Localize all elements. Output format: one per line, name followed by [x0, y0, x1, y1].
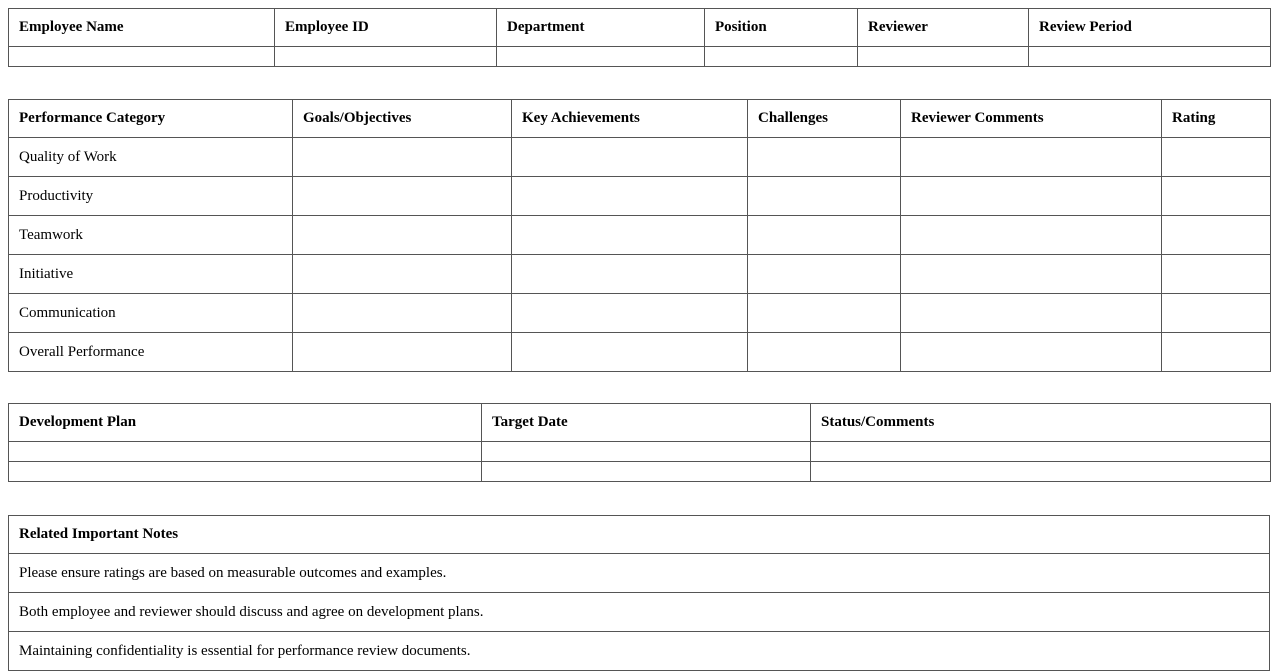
- development-plan-cell[interactable]: [9, 442, 482, 462]
- header-review-period: Review Period: [1029, 9, 1271, 47]
- notes-table: [8, 515, 1270, 671]
- reviewer-cell[interactable]: [858, 47, 1029, 67]
- category-label: Productivity: [9, 177, 293, 216]
- challenges-cell[interactable]: [748, 333, 901, 372]
- comments-cell[interactable]: [901, 333, 1162, 372]
- header-status-comments: Status/Comments: [811, 404, 1271, 442]
- table-row: [9, 442, 1271, 462]
- header-challenges: Challenges: [748, 100, 901, 138]
- achievements-cell[interactable]: [512, 255, 748, 294]
- achievements-cell[interactable]: [512, 177, 748, 216]
- rating-cell[interactable]: [1162, 333, 1271, 372]
- category-label: Teamwork: [9, 216, 293, 255]
- table-row: [9, 632, 1270, 671]
- header-rating: Rating: [1162, 100, 1271, 138]
- goals-cell[interactable]: [293, 255, 512, 294]
- challenges-cell[interactable]: [748, 255, 901, 294]
- note-text: Both employee and reviewer should discuss and agree on development plans.: [9, 593, 1270, 632]
- table-row: [9, 294, 1271, 333]
- table-row: [9, 47, 1271, 67]
- category-label: Quality of Work: [9, 138, 293, 177]
- target-date-cell[interactable]: [482, 442, 811, 462]
- table-header-row: [9, 404, 1271, 442]
- header-key-achievements: Key Achievements: [512, 100, 748, 138]
- table-row: [9, 554, 1270, 593]
- achievements-cell[interactable]: [512, 138, 748, 177]
- rating-cell[interactable]: [1162, 138, 1271, 177]
- category-label: Initiative: [9, 255, 293, 294]
- status-comments-cell[interactable]: [811, 462, 1271, 482]
- header-related-notes: Related Important Notes: [9, 516, 1270, 554]
- challenges-cell[interactable]: [748, 177, 901, 216]
- goals-cell[interactable]: [293, 138, 512, 177]
- employee-info-table: [8, 8, 1271, 67]
- note-text: Maintaining confidentiality is essential for performance review documents.: [9, 632, 1270, 671]
- table-row: [9, 216, 1271, 255]
- header-department: Department: [497, 9, 705, 47]
- rating-cell[interactable]: [1162, 216, 1271, 255]
- goals-cell[interactable]: [293, 177, 512, 216]
- comments-cell[interactable]: [901, 177, 1162, 216]
- development-plan-table: [8, 403, 1271, 482]
- table-header-row: [9, 9, 1271, 47]
- category-label: Overall Performance: [9, 333, 293, 372]
- challenges-cell[interactable]: [748, 294, 901, 333]
- table-row: [9, 333, 1271, 372]
- rating-cell[interactable]: [1162, 177, 1271, 216]
- table-header-row: [9, 516, 1270, 554]
- header-reviewer: Reviewer: [858, 9, 1029, 47]
- table-row: [9, 255, 1271, 294]
- header-employee-name: Employee Name: [9, 9, 275, 47]
- challenges-cell[interactable]: [748, 138, 901, 177]
- header-performance-category: Performance Category: [9, 100, 293, 138]
- employee-id-cell[interactable]: [275, 47, 497, 67]
- header-position: Position: [705, 9, 858, 47]
- category-label: Communication: [9, 294, 293, 333]
- header-employee-id: Employee ID: [275, 9, 497, 47]
- comments-cell[interactable]: [901, 138, 1162, 177]
- challenges-cell[interactable]: [748, 216, 901, 255]
- table-row: [9, 593, 1270, 632]
- goals-cell[interactable]: [293, 333, 512, 372]
- header-goals-objectives: Goals/Objectives: [293, 100, 512, 138]
- comments-cell[interactable]: [901, 216, 1162, 255]
- table-row: [9, 462, 1271, 482]
- goals-cell[interactable]: [293, 294, 512, 333]
- position-cell[interactable]: [705, 47, 858, 67]
- goals-cell[interactable]: [293, 216, 512, 255]
- comments-cell[interactable]: [901, 255, 1162, 294]
- employee-name-cell[interactable]: [9, 47, 275, 67]
- table-row: [9, 138, 1271, 177]
- performance-table: [8, 99, 1271, 372]
- comments-cell[interactable]: [901, 294, 1162, 333]
- rating-cell[interactable]: [1162, 255, 1271, 294]
- achievements-cell[interactable]: [512, 294, 748, 333]
- target-date-cell[interactable]: [482, 462, 811, 482]
- achievements-cell[interactable]: [512, 333, 748, 372]
- table-header-row: [9, 100, 1271, 138]
- department-cell[interactable]: [497, 47, 705, 67]
- status-comments-cell[interactable]: [811, 442, 1271, 462]
- achievements-cell[interactable]: [512, 216, 748, 255]
- development-plan-cell[interactable]: [9, 462, 482, 482]
- review-period-cell[interactable]: [1029, 47, 1271, 67]
- note-text: Please ensure ratings are based on measurable outcomes and examples.: [9, 554, 1270, 593]
- table-row: [9, 177, 1271, 216]
- header-development-plan: Development Plan: [9, 404, 482, 442]
- rating-cell[interactable]: [1162, 294, 1271, 333]
- header-reviewer-comments: Reviewer Comments: [901, 100, 1162, 138]
- header-target-date: Target Date: [482, 404, 811, 442]
